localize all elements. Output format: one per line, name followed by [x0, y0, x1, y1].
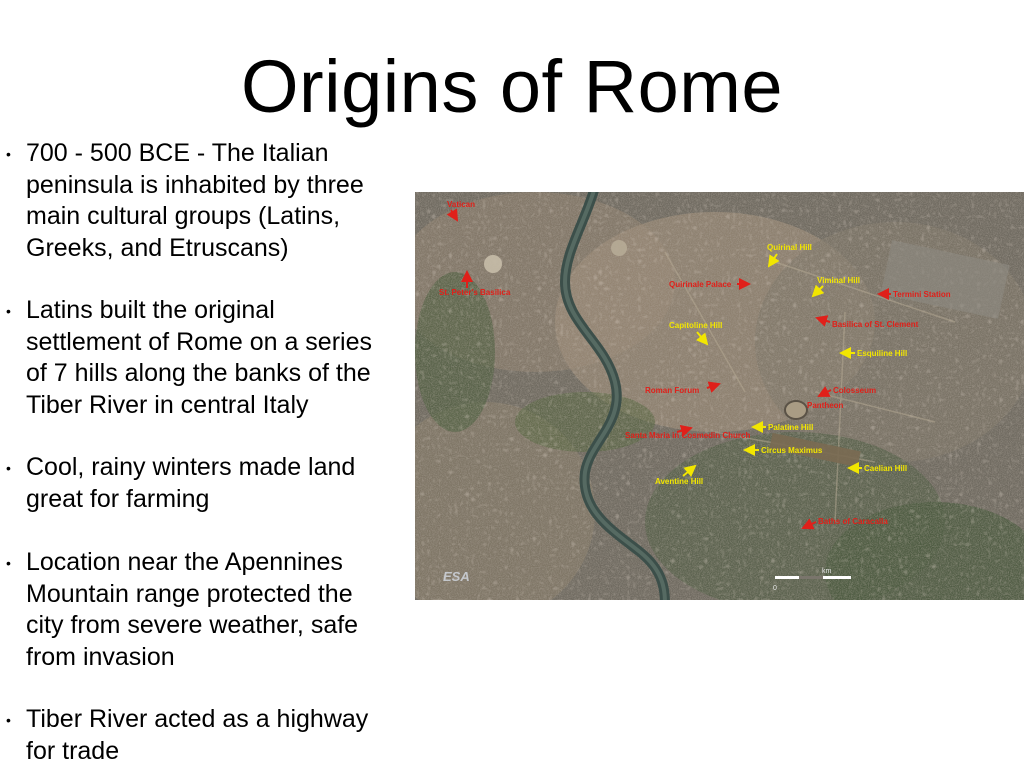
- bullet-text: Tiber River acted as a highway for trade: [26, 705, 369, 765]
- bullet-text: Location near the Apennines Mountain range protected the city from severe weather, safe from invasion: [26, 548, 359, 671]
- map-label: Aventine Hill: [655, 477, 704, 486]
- map-label: Colosseum: [833, 386, 877, 395]
- map-label: Santa Maria in Cosmedin Church: [625, 431, 751, 440]
- bullet-dot-icon: •: [6, 146, 11, 162]
- map-label: Roman Forum: [645, 386, 700, 395]
- slide-title: Origins of Rome: [240, 45, 784, 128]
- rome-satellite-map: [415, 192, 1024, 600]
- bullet-text: Cool, rainy winters made land great for farming: [26, 453, 356, 513]
- map-label: Vatican: [447, 200, 476, 209]
- map-label: Quirinale Palace: [669, 280, 732, 289]
- bullet-text: Latins built the original settlement of Rome on a series of 7 hills along the banks of the Tiber River in central Italy: [26, 296, 372, 419]
- bullet-dot-icon: •: [6, 712, 11, 728]
- st-peters-icon: [484, 255, 502, 273]
- map-label: Circus Maximus: [761, 446, 823, 455]
- bullet-dot-icon: •: [6, 303, 11, 319]
- bullet-text: 700 - 500 BCE - The Italian peninsula is inhabited by three main cultural groups (Latins, Greeks, and Etruscans): [26, 139, 364, 262]
- scale-zero: 0: [773, 585, 777, 592]
- scale-bar: [775, 576, 799, 579]
- bullet-dot-icon: •: [6, 555, 11, 571]
- bullet-dot-icon: •: [6, 460, 11, 476]
- pantheon-icon: [611, 240, 627, 256]
- map-label: Baths of Caracalla: [818, 517, 888, 526]
- map-svg: [415, 192, 1024, 600]
- map-label: Termini Station: [893, 290, 951, 299]
- map-label: St. Peter's Basilica: [439, 288, 511, 297]
- esa-logo-icon: ESA: [443, 569, 470, 584]
- colosseum-icon: [785, 401, 807, 419]
- map-label: Viminal Hill: [817, 276, 860, 285]
- map-label: Esquiline Hill: [857, 349, 908, 358]
- map-label: Quirinal Hill: [767, 243, 812, 252]
- map-label: Basilica of St. Clement: [832, 320, 919, 329]
- scale-unit: km: [822, 568, 832, 575]
- map-label: Palatine Hill: [768, 423, 814, 432]
- map-label: Pantheon: [807, 401, 844, 410]
- map-label: Caelian Hill: [864, 464, 908, 473]
- map-label: Capitoline Hill: [669, 321, 723, 330]
